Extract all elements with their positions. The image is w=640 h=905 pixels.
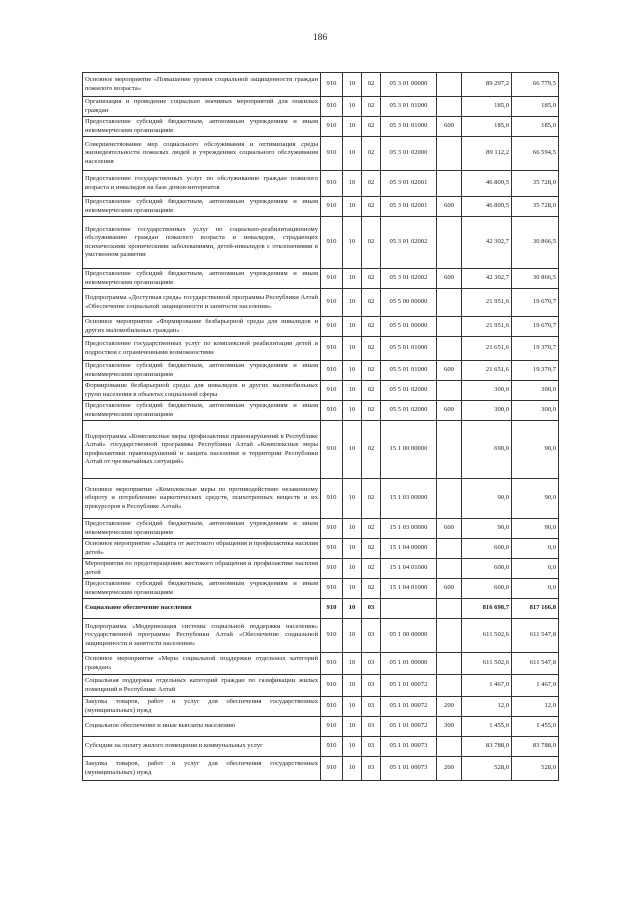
row-amount-2: 30 866,5 <box>512 217 559 269</box>
row-name: Предоставление государственных услуг по обслуживанию граждан пожилого возраста и инвалидов на базе домов-интернатов <box>83 171 321 197</box>
row-amount-1: 46 809,5 <box>462 171 512 197</box>
row-name: Предоставление субсидий бюджетным, автономным учреждениям и иным некоммерческим организациям <box>83 269 321 289</box>
table-row <box>83 519 559 539</box>
row-subsection-code: 02 <box>362 217 381 269</box>
row-target-article: 05 5 01 02000 <box>381 401 437 421</box>
row-subsection-code: 02 <box>362 519 381 539</box>
table-row <box>83 697 559 717</box>
row-section-code: 10 <box>343 539 362 559</box>
row-expense-type <box>437 171 462 197</box>
row-amount-2: 0,0 <box>512 579 559 599</box>
row-amount-2: 185,0 <box>512 117 559 137</box>
row-target-article: 05 1 01 00000 <box>381 653 437 675</box>
row-name: Подпрограмма «Модернизация системы социальной поддержки населения» государственной программы Республики Алтай «Обеспечение социальной защищенности и занятости населения» <box>83 619 321 653</box>
row-grbs-code: 910 <box>321 539 343 559</box>
row-target-article: 05 1 01 00072 <box>381 717 437 737</box>
row-expense-type <box>437 675 462 697</box>
row-grbs-code: 910 <box>321 337 343 361</box>
row-name: Организация и проведение социально значимых мероприятий для пожилых граждан <box>83 97 321 117</box>
row-grbs-code: 910 <box>321 737 343 757</box>
row-expense-type <box>437 559 462 579</box>
row-expense-type: 200 <box>437 757 462 781</box>
row-amount-1: 1 455,0 <box>462 717 512 737</box>
row-amount-1: 21 951,6 <box>462 289 512 317</box>
row-expense-type: 200 <box>437 697 462 717</box>
row-subsection-code: 02 <box>362 137 381 171</box>
row-amount-2: 19 670,7 <box>512 317 559 337</box>
budget-table <box>82 72 559 781</box>
table-row <box>83 337 559 361</box>
row-amount-2: 90,0 <box>512 519 559 539</box>
table-row <box>83 675 559 697</box>
row-grbs-code: 910 <box>321 317 343 337</box>
row-grbs-code: 910 <box>321 479 343 519</box>
row-target-article: 05 3 01 00000 <box>381 73 437 97</box>
row-amount-1: 611 502,6 <box>462 619 512 653</box>
row-grbs-code: 910 <box>321 171 343 197</box>
row-grbs-code: 910 <box>321 137 343 171</box>
row-name: Основное мероприятие «Защита от жестокого обращения и профилактика насилия детей» <box>83 539 321 559</box>
row-section-code: 10 <box>343 171 362 197</box>
row-amount-2: 12,0 <box>512 697 559 717</box>
row-amount-2: 35 728,0 <box>512 197 559 217</box>
row-expense-type <box>437 73 462 97</box>
table-row <box>83 717 559 737</box>
row-grbs-code: 910 <box>321 217 343 269</box>
row-grbs-code: 910 <box>321 269 343 289</box>
row-target-article: 15 1 04 01000 <box>381 559 437 579</box>
row-section-code: 10 <box>343 317 362 337</box>
row-subsection-code: 02 <box>362 479 381 519</box>
table-row <box>83 401 559 421</box>
row-section-code: 10 <box>343 401 362 421</box>
row-target-article <box>381 599 437 619</box>
row-name: Социальное обеспечение и иные выплаты населению <box>83 717 321 737</box>
row-amount-2: 1 467,0 <box>512 675 559 697</box>
row-target-article: 05 5 00 00000 <box>381 289 437 317</box>
row-expense-type: 600 <box>437 401 462 421</box>
row-subsection-code: 02 <box>362 361 381 381</box>
row-amount-1: 90,0 <box>462 479 512 519</box>
row-expense-type: 600 <box>437 361 462 381</box>
row-subsection-code: 02 <box>362 559 381 579</box>
row-amount-1: 12,0 <box>462 697 512 717</box>
row-grbs-code: 910 <box>321 401 343 421</box>
row-amount-1: 21 651,6 <box>462 337 512 361</box>
row-name: Субсидии на оплату жилого помещения и коммунальных услуг <box>83 737 321 757</box>
row-amount-1: 90,0 <box>462 519 512 539</box>
row-grbs-code: 910 <box>321 619 343 653</box>
row-grbs-code: 910 <box>321 599 343 619</box>
row-amount-2: 90,0 <box>512 421 559 479</box>
row-expense-type: 600 <box>437 579 462 599</box>
row-amount-2: 0,0 <box>512 539 559 559</box>
table-row <box>83 599 559 619</box>
row-expense-type: 300 <box>437 717 462 737</box>
row-section-code: 10 <box>343 137 362 171</box>
row-target-article: 15 1 00 00000 <box>381 421 437 479</box>
row-amount-1: 600,0 <box>462 579 512 599</box>
row-amount-2: 300,0 <box>512 401 559 421</box>
row-name: Предоставление субсидий бюджетным, автономным учреждениям и иным некоммерческим организациям <box>83 519 321 539</box>
row-expense-type <box>437 421 462 479</box>
row-name: Мероприятия по предотвращению жестокого обращения и профилактике насилия детей <box>83 559 321 579</box>
table-body <box>83 73 559 781</box>
page-number: 186 <box>312 33 328 43</box>
row-section-code: 10 <box>343 599 362 619</box>
row-expense-type <box>437 289 462 317</box>
row-section-code: 10 <box>343 675 362 697</box>
row-amount-1: 300,0 <box>462 381 512 401</box>
table-row <box>83 289 559 317</box>
row-section-code: 10 <box>343 73 362 97</box>
row-target-article: 05 3 01 01000 <box>381 97 437 117</box>
row-section-code: 10 <box>343 197 362 217</box>
row-amount-1: 42 302,7 <box>462 269 512 289</box>
row-amount-1: 600,0 <box>462 559 512 579</box>
row-grbs-code: 910 <box>321 717 343 737</box>
row-subsection-code: 02 <box>362 401 381 421</box>
row-amount-1: 528,0 <box>462 757 512 781</box>
table-row <box>83 197 559 217</box>
row-target-article: 05 3 01 02001 <box>381 171 437 197</box>
row-name: Предоставление субсидий бюджетным, автономным учреждениям и иным некоммерческим организациям <box>83 117 321 137</box>
row-subsection-code: 02 <box>362 421 381 479</box>
row-amount-2: 19 370,7 <box>512 337 559 361</box>
row-target-article: 15 1 04 00000 <box>381 539 437 559</box>
row-section-code: 10 <box>343 619 362 653</box>
row-expense-type <box>437 337 462 361</box>
row-grbs-code: 910 <box>321 579 343 599</box>
table-row <box>83 757 559 781</box>
row-name: Социальное обеспечение населения <box>83 599 321 619</box>
row-name: Основное мероприятие «Повышение уровня социальной защищенности граждан пожилого возраста» <box>83 73 321 97</box>
row-target-article: 05 5 01 01000 <box>381 337 437 361</box>
row-expense-type <box>437 737 462 757</box>
row-grbs-code: 910 <box>321 559 343 579</box>
row-subsection-code: 03 <box>362 717 381 737</box>
table-row <box>83 619 559 653</box>
row-expense-type <box>437 599 462 619</box>
row-amount-2: 611 547,8 <box>512 619 559 653</box>
row-grbs-code: 910 <box>321 97 343 117</box>
row-name: Предоставление субсидий бюджетным, автономным учреждениям и иным некоммерческим организациям <box>83 579 321 599</box>
row-target-article: 05 3 01 02002 <box>381 269 437 289</box>
row-name: Подпрограмма «Комплексные меры профилактики правонарушений в Республике Алтай» государственной программы Республики Алтай «Комплексные меры профилактики правонарушений и защита населения и территории Республики Алтай от чрезвычайных ситуаций» <box>83 421 321 479</box>
row-expense-type <box>437 479 462 519</box>
table-row <box>83 73 559 97</box>
row-section-code: 10 <box>343 479 362 519</box>
row-target-article: 15 1 03 00000 <box>381 479 437 519</box>
row-amount-1: 816 698,7 <box>462 599 512 619</box>
row-section-code: 10 <box>343 421 362 479</box>
row-section-code: 10 <box>343 381 362 401</box>
row-grbs-code: 910 <box>321 117 343 137</box>
row-subsection-code: 03 <box>362 619 381 653</box>
table-row <box>83 479 559 519</box>
row-subsection-code: 02 <box>362 269 381 289</box>
row-section-code: 10 <box>343 559 362 579</box>
row-amount-2: 83 788,0 <box>512 737 559 757</box>
table-row <box>83 421 559 479</box>
row-name: Подпрограмма «Доступная среда» государственной программы Республики Алтай «Обеспечение социальной защищенности и занятости населения» <box>83 289 321 317</box>
row-amount-1: 1 467,0 <box>462 675 512 697</box>
table-row <box>83 559 559 579</box>
row-expense-type: 600 <box>437 197 462 217</box>
row-section-code: 10 <box>343 337 362 361</box>
row-amount-2: 817 166,8 <box>512 599 559 619</box>
row-amount-2: 0,0 <box>512 559 559 579</box>
row-subsection-code: 02 <box>362 579 381 599</box>
row-subsection-code: 02 <box>362 171 381 197</box>
row-amount-1: 600,0 <box>462 539 512 559</box>
row-grbs-code: 910 <box>321 361 343 381</box>
row-amount-1: 21 651,6 <box>462 361 512 381</box>
row-subsection-code: 02 <box>362 381 381 401</box>
row-grbs-code: 910 <box>321 289 343 317</box>
row-grbs-code: 910 <box>321 73 343 97</box>
row-target-article: 05 1 01 00073 <box>381 737 437 757</box>
row-name: Основное мероприятие «Формирование безбарьерной среды для инвалидов и других маломобильных граждан» <box>83 317 321 337</box>
row-grbs-code: 910 <box>321 675 343 697</box>
row-subsection-code: 02 <box>362 73 381 97</box>
row-section-code: 10 <box>343 117 362 137</box>
row-subsection-code: 03 <box>362 757 381 781</box>
row-name: Основное мероприятие «Комплексные меры по противодействию незаконному обороту и потреблению наркотических средств, психотропных веществ и их прекурсоров в Республике Алтай» <box>83 479 321 519</box>
row-name: Закупка товаров, работ и услуг для обеспечения государственных (муниципальных) нужд <box>83 697 321 717</box>
row-amount-1: 89 297,2 <box>462 73 512 97</box>
table-row <box>83 653 559 675</box>
table-row <box>83 97 559 117</box>
row-target-article: 05 3 01 02001 <box>381 197 437 217</box>
row-amount-1: 21 951,6 <box>462 317 512 337</box>
row-target-article: 05 5 01 02000 <box>381 381 437 401</box>
table-row <box>83 269 559 289</box>
table-row <box>83 381 559 401</box>
row-expense-type <box>437 539 462 559</box>
row-expense-type <box>437 137 462 171</box>
row-expense-type <box>437 97 462 117</box>
row-name: Предоставление государственных услуг по социально-реабилитационному обслуживанию граждан пожилого возраста и инвалидов, страдающих психическими хроническими заболеваниями, детей-инвалидов с отклонениями в умственном развитии <box>83 217 321 269</box>
row-section-code: 10 <box>343 289 362 317</box>
row-grbs-code: 910 <box>321 757 343 781</box>
table-row <box>83 137 559 171</box>
row-expense-type: 600 <box>437 519 462 539</box>
table-row <box>83 579 559 599</box>
row-section-code: 10 <box>343 717 362 737</box>
row-amount-2: 66 594,5 <box>512 137 559 171</box>
row-grbs-code: 910 <box>321 653 343 675</box>
row-grbs-code: 910 <box>321 697 343 717</box>
row-target-article: 05 1 01 00072 <box>381 697 437 717</box>
row-subsection-code: 03 <box>362 653 381 675</box>
row-grbs-code: 910 <box>321 197 343 217</box>
row-section-code: 10 <box>343 217 362 269</box>
row-subsection-code: 02 <box>362 539 381 559</box>
row-amount-2: 185,0 <box>512 97 559 117</box>
row-amount-1: 42 302,7 <box>462 217 512 269</box>
row-target-article: 05 3 01 02002 <box>381 217 437 269</box>
row-amount-2: 19 370,7 <box>512 361 559 381</box>
row-amount-1: 89 112,2 <box>462 137 512 171</box>
row-section-code: 10 <box>343 361 362 381</box>
table-row <box>83 117 559 137</box>
table-row <box>83 217 559 269</box>
row-amount-1: 300,0 <box>462 401 512 421</box>
row-subsection-code: 02 <box>362 97 381 117</box>
row-target-article: 05 5 01 00000 <box>381 317 437 337</box>
row-target-article: 05 3 01 02000 <box>381 137 437 171</box>
row-name: Совершенствование мер социального обслуживания и оптимизация среды жизнедеятельности пожилых людей в учреждениях социального обслуживания населения <box>83 137 321 171</box>
row-amount-2: 1 455,0 <box>512 717 559 737</box>
row-amount-1: 690,0 <box>462 421 512 479</box>
row-target-article: 05 1 01 00072 <box>381 675 437 697</box>
row-target-article: 05 5 01 01000 <box>381 361 437 381</box>
row-section-code: 10 <box>343 653 362 675</box>
row-subsection-code: 02 <box>362 289 381 317</box>
row-target-article: 15 1 04 01000 <box>381 579 437 599</box>
row-amount-2: 66 779,5 <box>512 73 559 97</box>
row-expense-type <box>437 317 462 337</box>
row-grbs-code: 910 <box>321 381 343 401</box>
row-section-code: 10 <box>343 737 362 757</box>
row-section-code: 10 <box>343 97 362 117</box>
row-section-code: 10 <box>343 697 362 717</box>
table-row <box>83 317 559 337</box>
row-subsection-code: 03 <box>362 599 381 619</box>
row-subsection-code: 02 <box>362 337 381 361</box>
row-section-code: 10 <box>343 757 362 781</box>
row-amount-2: 611 547,8 <box>512 653 559 675</box>
table-row <box>83 171 559 197</box>
row-name: Формирование безбарьерной среды для инвалидов и других маломобильных групп населения в объектах социальной сферы <box>83 381 321 401</box>
row-subsection-code: 03 <box>362 737 381 757</box>
row-name: Предоставление субсидий бюджетным, автономным учреждениям и иным некоммерческим организациям <box>83 197 321 217</box>
row-amount-1: 83 788,0 <box>462 737 512 757</box>
row-amount-2: 30 866,5 <box>512 269 559 289</box>
row-name: Предоставление субсидий бюджетным, автономным учреждениям и иным некоммерческим организациям <box>83 361 321 381</box>
row-subsection-code: 03 <box>362 675 381 697</box>
table-row <box>83 539 559 559</box>
row-amount-2: 528,0 <box>512 757 559 781</box>
row-amount-1: 185,0 <box>462 97 512 117</box>
row-target-article: 15 1 03 00000 <box>381 519 437 539</box>
table-row <box>83 737 559 757</box>
row-subsection-code: 02 <box>362 197 381 217</box>
row-section-code: 10 <box>343 519 362 539</box>
row-subsection-code: 02 <box>362 317 381 337</box>
row-name: Основное мероприятие «Меры социальной поддержки отдельных категорий граждан» <box>83 653 321 675</box>
row-amount-2: 300,0 <box>512 381 559 401</box>
row-subsection-code: 02 <box>362 117 381 137</box>
row-amount-1: 46 809,5 <box>462 197 512 217</box>
row-name: Предоставление субсидий бюджетным, автономным учреждениям и иным некоммерческим организациям <box>83 401 321 421</box>
row-target-article: 05 1 00 00000 <box>381 619 437 653</box>
row-amount-2: 35 728,0 <box>512 171 559 197</box>
row-expense-type <box>437 653 462 675</box>
row-subsection-code: 03 <box>362 697 381 717</box>
row-amount-2: 19 670,7 <box>512 289 559 317</box>
row-section-code: 10 <box>343 269 362 289</box>
row-target-article: 05 1 01 00073 <box>381 757 437 781</box>
row-amount-1: 611 502,6 <box>462 653 512 675</box>
row-expense-type: 600 <box>437 269 462 289</box>
row-target-article: 05 3 01 01000 <box>381 117 437 137</box>
row-grbs-code: 910 <box>321 421 343 479</box>
row-name: Предоставление государственных услуг по комплексной реабилитации детей и подростков с ограниченными возможностями <box>83 337 321 361</box>
row-name: Закупка товаров, работ и услуг для обеспечения государственных (муниципальных) нужд <box>83 757 321 781</box>
row-expense-type <box>437 619 462 653</box>
row-grbs-code: 910 <box>321 519 343 539</box>
row-amount-2: 90,0 <box>512 479 559 519</box>
row-amount-1: 185,0 <box>462 117 512 137</box>
row-expense-type: 600 <box>437 117 462 137</box>
row-section-code: 10 <box>343 579 362 599</box>
row-name: Социальная поддержка отдельных категорий граждан по газификации жилых помещений в Республике Алтай <box>83 675 321 697</box>
table-row <box>83 361 559 381</box>
row-expense-type <box>437 381 462 401</box>
row-expense-type <box>437 217 462 269</box>
